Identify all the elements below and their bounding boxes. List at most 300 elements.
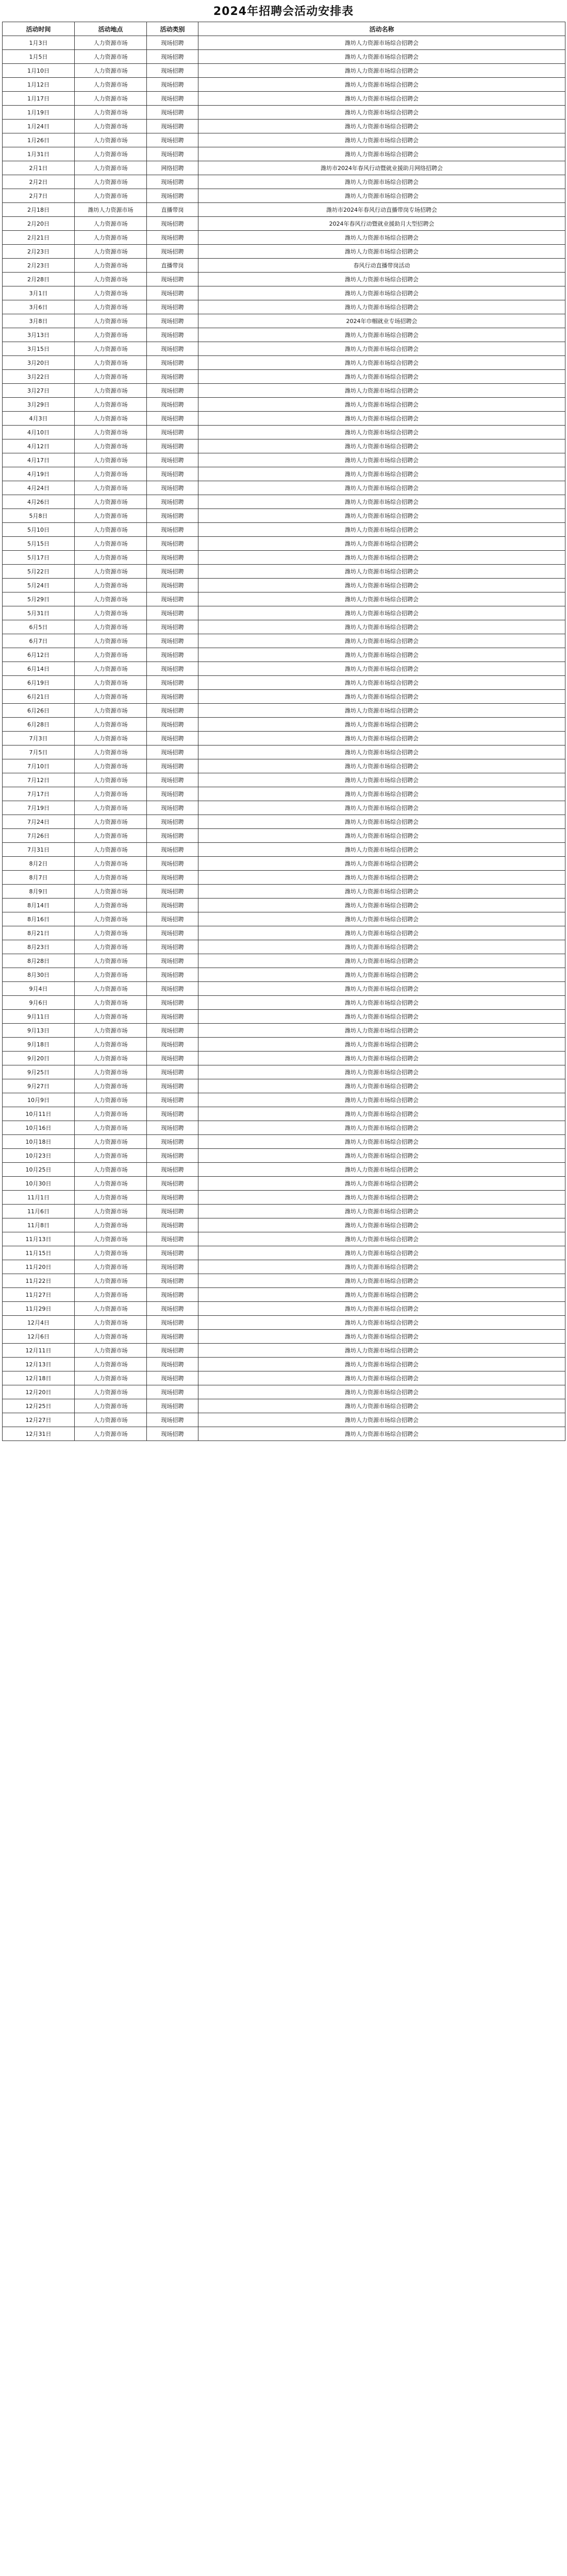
cell-category: 现场招聘 bbox=[147, 982, 198, 996]
cell-time: 10月18日 bbox=[3, 1135, 75, 1149]
cell-name: 潍坊人力资源市场综合招聘会 bbox=[198, 64, 565, 78]
cell-location: 人力资源市场 bbox=[75, 64, 147, 78]
table-row bbox=[3, 982, 565, 996]
cell-location: 人力资源市场 bbox=[75, 412, 147, 426]
table-row bbox=[3, 745, 565, 759]
cell-location: 人力资源市场 bbox=[75, 259, 147, 273]
cell-time: 5月10日 bbox=[3, 523, 75, 537]
cell-category: 现场招聘 bbox=[147, 690, 198, 704]
cell-location: 人力资源市场 bbox=[75, 1274, 147, 1288]
cell-location: 人力资源市场 bbox=[75, 217, 147, 231]
cell-time: 2月21日 bbox=[3, 231, 75, 245]
cell-time: 2月20日 bbox=[3, 217, 75, 231]
cell-category: 现场招聘 bbox=[147, 1121, 198, 1135]
table-row bbox=[3, 300, 565, 314]
table-row bbox=[3, 1024, 565, 1038]
table-header-row bbox=[3, 22, 565, 36]
cell-location: 人力资源市场 bbox=[75, 690, 147, 704]
cell-time: 8月23日 bbox=[3, 940, 75, 954]
cell-name: 潍坊人力资源市场综合招聘会 bbox=[198, 885, 565, 899]
cell-category: 现场招聘 bbox=[147, 189, 198, 203]
table-row bbox=[3, 829, 565, 843]
cell-category: 现场招聘 bbox=[147, 1371, 198, 1385]
table-row bbox=[3, 940, 565, 954]
cell-category: 现场招聘 bbox=[147, 996, 198, 1010]
cell-time: 5月31日 bbox=[3, 606, 75, 620]
cell-name: 潍坊人力资源市场综合招聘会 bbox=[198, 1121, 565, 1135]
cell-category: 现场招聘 bbox=[147, 926, 198, 940]
table-row bbox=[3, 1163, 565, 1177]
table-row bbox=[3, 801, 565, 815]
cell-location: 人力资源市场 bbox=[75, 509, 147, 523]
cell-location: 人力资源市场 bbox=[75, 1371, 147, 1385]
cell-time: 6月5日 bbox=[3, 620, 75, 634]
cell-category: 现场招聘 bbox=[147, 1246, 198, 1260]
cell-category: 现场招聘 bbox=[147, 1218, 198, 1232]
cell-name: 潍坊人力资源市场综合招聘会 bbox=[198, 704, 565, 718]
cell-time: 6月19日 bbox=[3, 676, 75, 690]
cell-name: 潍坊人力资源市场综合招聘会 bbox=[198, 565, 565, 579]
cell-category: 现场招聘 bbox=[147, 1288, 198, 1302]
cell-name: 潍坊人力资源市场综合招聘会 bbox=[198, 36, 565, 50]
cell-name: 潍坊人力资源市场综合招聘会 bbox=[198, 982, 565, 996]
cell-location: 人力资源市场 bbox=[75, 606, 147, 620]
table-row bbox=[3, 467, 565, 481]
cell-name: 潍坊人力资源市场综合招聘会 bbox=[198, 1413, 565, 1427]
cell-category: 现场招聘 bbox=[147, 300, 198, 314]
cell-time: 3月6日 bbox=[3, 300, 75, 314]
table-row bbox=[3, 523, 565, 537]
cell-category: 直播带岗 bbox=[147, 203, 198, 217]
cell-category: 现场招聘 bbox=[147, 92, 198, 106]
table-row bbox=[3, 1218, 565, 1232]
cell-time: 5月22日 bbox=[3, 565, 75, 579]
cell-time: 1月19日 bbox=[3, 106, 75, 120]
cell-time: 11月8日 bbox=[3, 1218, 75, 1232]
cell-time: 7月26日 bbox=[3, 829, 75, 843]
table-row bbox=[3, 773, 565, 787]
cell-name: 潍坊人力资源市场综合招聘会 bbox=[198, 1344, 565, 1358]
cell-time: 4月3日 bbox=[3, 412, 75, 426]
table-row bbox=[3, 1038, 565, 1052]
cell-name: 潍坊人力资源市场综合招聘会 bbox=[198, 384, 565, 398]
cell-category: 现场招聘 bbox=[147, 1358, 198, 1371]
cell-location: 人力资源市场 bbox=[75, 384, 147, 398]
cell-category: 现场招聘 bbox=[147, 1344, 198, 1358]
table-row bbox=[3, 1010, 565, 1024]
table-row bbox=[3, 1205, 565, 1218]
cell-time: 4月26日 bbox=[3, 495, 75, 509]
cell-category: 现场招聘 bbox=[147, 342, 198, 356]
cell-category: 现场招聘 bbox=[147, 1260, 198, 1274]
table-row bbox=[3, 759, 565, 773]
cell-time: 12月20日 bbox=[3, 1385, 75, 1399]
cell-time: 11月29日 bbox=[3, 1302, 75, 1316]
cell-category: 现场招聘 bbox=[147, 370, 198, 384]
table-row bbox=[3, 189, 565, 203]
cell-name: 潍坊市2024年春风行动暨就业援助月网络招聘会 bbox=[198, 161, 565, 175]
table-row bbox=[3, 342, 565, 356]
table-row bbox=[3, 1246, 565, 1260]
cell-category: 现场招聘 bbox=[147, 1413, 198, 1427]
cell-name: 春风行动直播带岗活动 bbox=[198, 259, 565, 273]
table-row bbox=[3, 78, 565, 92]
cell-time: 8月30日 bbox=[3, 968, 75, 982]
cell-name: 潍坊人力资源市场综合招聘会 bbox=[198, 579, 565, 592]
cell-name: 潍坊人力资源市场综合招聘会 bbox=[198, 133, 565, 147]
cell-time: 7月17日 bbox=[3, 787, 75, 801]
cell-time: 6月12日 bbox=[3, 648, 75, 662]
cell-time: 2月1日 bbox=[3, 161, 75, 175]
column-header-time: 活动时间 bbox=[3, 22, 75, 36]
cell-time: 2月23日 bbox=[3, 259, 75, 273]
cell-name: 潍坊市2024年春风行动直播带岗专场招聘会 bbox=[198, 203, 565, 217]
cell-name: 潍坊人力资源市场综合招聘会 bbox=[198, 676, 565, 690]
cell-location: 人力资源市场 bbox=[75, 634, 147, 648]
table-row bbox=[3, 120, 565, 133]
cell-location: 人力资源市场 bbox=[75, 565, 147, 579]
table-row bbox=[3, 133, 565, 147]
cell-name: 潍坊人力资源市场综合招聘会 bbox=[198, 1079, 565, 1093]
table-row bbox=[3, 912, 565, 926]
cell-name: 潍坊人力资源市场综合招聘会 bbox=[198, 78, 565, 92]
cell-name: 潍坊人力资源市场综合招聘会 bbox=[198, 426, 565, 439]
cell-location: 人力资源市场 bbox=[75, 787, 147, 801]
cell-category: 现场招聘 bbox=[147, 1052, 198, 1065]
cell-category: 现场招聘 bbox=[147, 579, 198, 592]
table-row bbox=[3, 926, 565, 940]
cell-location: 人力资源市场 bbox=[75, 1065, 147, 1079]
cell-category: 现场招聘 bbox=[147, 1177, 198, 1191]
table-row bbox=[3, 968, 565, 982]
cell-name: 潍坊人力资源市场综合招聘会 bbox=[198, 120, 565, 133]
cell-name: 潍坊人力资源市场综合招聘会 bbox=[198, 1010, 565, 1024]
cell-name: 潍坊人力资源市场综合招聘会 bbox=[198, 1427, 565, 1441]
cell-time: 4月12日 bbox=[3, 439, 75, 453]
cell-location: 人力资源市场 bbox=[75, 523, 147, 537]
table-row bbox=[3, 1344, 565, 1358]
cell-time: 1月5日 bbox=[3, 50, 75, 64]
table-row bbox=[3, 1413, 565, 1427]
cell-location: 人力资源市场 bbox=[75, 1288, 147, 1302]
cell-time: 7月31日 bbox=[3, 843, 75, 857]
cell-category: 现场招聘 bbox=[147, 871, 198, 885]
table-row bbox=[3, 1065, 565, 1079]
table-row bbox=[3, 161, 565, 175]
table-row bbox=[3, 996, 565, 1010]
cell-category: 现场招聘 bbox=[147, 314, 198, 328]
cell-name: 潍坊人力资源市场综合招聘会 bbox=[198, 1024, 565, 1038]
cell-time: 9月27日 bbox=[3, 1079, 75, 1093]
cell-name: 潍坊人力资源市场综合招聘会 bbox=[198, 592, 565, 606]
cell-category: 现场招聘 bbox=[147, 773, 198, 787]
table-row bbox=[3, 565, 565, 579]
cell-time: 8月16日 bbox=[3, 912, 75, 926]
table-row bbox=[3, 871, 565, 885]
cell-category: 现场招聘 bbox=[147, 565, 198, 579]
cell-time: 8月28日 bbox=[3, 954, 75, 968]
cell-time: 2月28日 bbox=[3, 273, 75, 286]
cell-location: 人力资源市场 bbox=[75, 1163, 147, 1177]
cell-location: 人力资源市场 bbox=[75, 106, 147, 120]
table-row bbox=[3, 676, 565, 690]
cell-category: 现场招聘 bbox=[147, 537, 198, 551]
cell-category: 现场招聘 bbox=[147, 1385, 198, 1399]
cell-time: 6月7日 bbox=[3, 634, 75, 648]
cell-time: 12月11日 bbox=[3, 1344, 75, 1358]
cell-location: 人力资源市场 bbox=[75, 1413, 147, 1427]
cell-name: 潍坊人力资源市场综合招聘会 bbox=[198, 1052, 565, 1065]
table-row bbox=[3, 1316, 565, 1330]
cell-time: 9月20日 bbox=[3, 1052, 75, 1065]
table-row bbox=[3, 1371, 565, 1385]
cell-time: 6月28日 bbox=[3, 718, 75, 732]
cell-name: 潍坊人力资源市场综合招聘会 bbox=[198, 1218, 565, 1232]
cell-location: 人力资源市场 bbox=[75, 1149, 147, 1163]
cell-location: 人力资源市场 bbox=[75, 1427, 147, 1441]
cell-name: 潍坊人力资源市场综合招聘会 bbox=[198, 286, 565, 300]
cell-category: 现场招聘 bbox=[147, 592, 198, 606]
cell-category: 现场招聘 bbox=[147, 1427, 198, 1441]
table-row bbox=[3, 718, 565, 732]
table-row bbox=[3, 899, 565, 912]
cell-category: 现场招聘 bbox=[147, 1024, 198, 1038]
cell-category: 现场招聘 bbox=[147, 106, 198, 120]
cell-name: 潍坊人力资源市场综合招聘会 bbox=[198, 857, 565, 871]
cell-category: 现场招聘 bbox=[147, 356, 198, 370]
cell-time: 12月25日 bbox=[3, 1399, 75, 1413]
cell-category: 现场招聘 bbox=[147, 815, 198, 829]
cell-name: 潍坊人力资源市场综合招聘会 bbox=[198, 551, 565, 565]
cell-name: 潍坊人力资源市场综合招聘会 bbox=[198, 801, 565, 815]
cell-location: 人力资源市场 bbox=[75, 120, 147, 133]
cell-location: 人力资源市场 bbox=[75, 1358, 147, 1371]
table-row bbox=[3, 203, 565, 217]
table-row bbox=[3, 259, 565, 273]
cell-category: 现场招聘 bbox=[147, 732, 198, 745]
cell-location: 人力资源市场 bbox=[75, 592, 147, 606]
cell-category: 现场招聘 bbox=[147, 1232, 198, 1246]
cell-time: 1月12日 bbox=[3, 78, 75, 92]
cell-name: 潍坊人力资源市场综合招聘会 bbox=[198, 996, 565, 1010]
cell-name: 潍坊人力资源市场综合招聘会 bbox=[198, 871, 565, 885]
cell-time: 10月30日 bbox=[3, 1177, 75, 1191]
cell-location: 人力资源市场 bbox=[75, 78, 147, 92]
cell-category: 现场招聘 bbox=[147, 64, 198, 78]
cell-category: 现场招聘 bbox=[147, 801, 198, 815]
cell-name: 潍坊人力资源市场综合招聘会 bbox=[198, 1093, 565, 1107]
cell-name: 潍坊人力资源市场综合招聘会 bbox=[198, 495, 565, 509]
cell-time: 10月11日 bbox=[3, 1107, 75, 1121]
cell-category: 现场招聘 bbox=[147, 1302, 198, 1316]
table-row bbox=[3, 537, 565, 551]
cell-name: 潍坊人力资源市场综合招聘会 bbox=[198, 467, 565, 481]
table-body bbox=[3, 36, 565, 1441]
page-title: 2024年招聘会活动安排表 bbox=[213, 5, 354, 18]
cell-time: 1月26日 bbox=[3, 133, 75, 147]
table-row bbox=[3, 620, 565, 634]
cell-time: 9月25日 bbox=[3, 1065, 75, 1079]
cell-name: 潍坊人力资源市场综合招聘会 bbox=[198, 1288, 565, 1302]
cell-name: 2024年春风行动暨就业援助月大型招聘会 bbox=[198, 217, 565, 231]
cell-category: 现场招聘 bbox=[147, 676, 198, 690]
table-row bbox=[3, 426, 565, 439]
cell-location: 人力资源市场 bbox=[75, 718, 147, 732]
cell-category: 现场招聘 bbox=[147, 759, 198, 773]
cell-category: 现场招聘 bbox=[147, 1274, 198, 1288]
cell-time: 4月10日 bbox=[3, 426, 75, 439]
cell-time: 12月31日 bbox=[3, 1427, 75, 1441]
cell-location: 人力资源市场 bbox=[75, 801, 147, 815]
table-row bbox=[3, 1385, 565, 1399]
cell-location: 人力资源市场 bbox=[75, 843, 147, 857]
cell-location: 人力资源市场 bbox=[75, 1177, 147, 1191]
cell-location: 人力资源市场 bbox=[75, 1344, 147, 1358]
cell-category: 现场招聘 bbox=[147, 147, 198, 161]
table-row bbox=[3, 1274, 565, 1288]
cell-name: 潍坊人力资源市场综合招聘会 bbox=[198, 620, 565, 634]
table-row bbox=[3, 662, 565, 676]
cell-name: 潍坊人力资源市场综合招聘会 bbox=[198, 92, 565, 106]
cell-location: 人力资源市场 bbox=[75, 579, 147, 592]
table-row bbox=[3, 245, 565, 259]
cell-name: 潍坊人力资源市场综合招聘会 bbox=[198, 1205, 565, 1218]
cell-time: 9月11日 bbox=[3, 1010, 75, 1024]
cell-location: 人力资源市场 bbox=[75, 467, 147, 481]
cell-name: 潍坊人力资源市场综合招聘会 bbox=[198, 1274, 565, 1288]
cell-time: 3月22日 bbox=[3, 370, 75, 384]
cell-name: 潍坊人力资源市场综合招聘会 bbox=[198, 245, 565, 259]
cell-category: 现场招聘 bbox=[147, 912, 198, 926]
cell-time: 7月10日 bbox=[3, 759, 75, 773]
cell-category: 现场招聘 bbox=[147, 120, 198, 133]
table-row bbox=[3, 1232, 565, 1246]
cell-location: 人力资源市场 bbox=[75, 273, 147, 286]
cell-name: 潍坊人力资源市场综合招聘会 bbox=[198, 1065, 565, 1079]
cell-category: 现场招聘 bbox=[147, 1149, 198, 1163]
cell-time: 3月29日 bbox=[3, 398, 75, 412]
cell-location: 人力资源市场 bbox=[75, 620, 147, 634]
table-row bbox=[3, 314, 565, 328]
cell-name: 潍坊人力资源市场综合招聘会 bbox=[198, 273, 565, 286]
cell-location: 人力资源市场 bbox=[75, 189, 147, 203]
cell-time: 9月6日 bbox=[3, 996, 75, 1010]
cell-time: 12月18日 bbox=[3, 1371, 75, 1385]
cell-time: 3月20日 bbox=[3, 356, 75, 370]
cell-category: 现场招聘 bbox=[147, 286, 198, 300]
cell-name: 潍坊人力资源市场综合招聘会 bbox=[198, 648, 565, 662]
table-row bbox=[3, 592, 565, 606]
cell-location: 人力资源市场 bbox=[75, 245, 147, 259]
cell-time: 7月19日 bbox=[3, 801, 75, 815]
cell-time: 8月2日 bbox=[3, 857, 75, 871]
cell-category: 现场招聘 bbox=[147, 968, 198, 982]
cell-location: 人力资源市场 bbox=[75, 481, 147, 495]
table-row bbox=[3, 648, 565, 662]
cell-location: 人力资源市场 bbox=[75, 1316, 147, 1330]
cell-name: 潍坊人力资源市场综合招聘会 bbox=[198, 968, 565, 982]
cell-time: 6月14日 bbox=[3, 662, 75, 676]
cell-category: 现场招聘 bbox=[147, 78, 198, 92]
cell-name: 潍坊人力资源市场综合招聘会 bbox=[198, 1330, 565, 1344]
table-row bbox=[3, 106, 565, 120]
cell-name: 潍坊人力资源市场综合招聘会 bbox=[198, 509, 565, 523]
cell-category: 现场招聘 bbox=[147, 843, 198, 857]
cell-location: 人力资源市场 bbox=[75, 1330, 147, 1344]
cell-category: 现场招聘 bbox=[147, 1399, 198, 1413]
table-row bbox=[3, 551, 565, 565]
cell-location: 人力资源市场 bbox=[75, 815, 147, 829]
cell-category: 现场招聘 bbox=[147, 495, 198, 509]
cell-category: 现场招聘 bbox=[147, 1330, 198, 1344]
cell-location: 人力资源市场 bbox=[75, 175, 147, 189]
cell-name: 潍坊人力资源市场综合招聘会 bbox=[198, 718, 565, 732]
cell-category: 现场招聘 bbox=[147, 509, 198, 523]
cell-name: 潍坊人力资源市场综合招聘会 bbox=[198, 899, 565, 912]
cell-time: 12月13日 bbox=[3, 1358, 75, 1371]
cell-time: 12月6日 bbox=[3, 1330, 75, 1344]
table-row bbox=[3, 843, 565, 857]
cell-location: 人力资源市场 bbox=[75, 968, 147, 982]
cell-category: 现场招聘 bbox=[147, 1163, 198, 1177]
table-row bbox=[3, 286, 565, 300]
cell-time: 4月24日 bbox=[3, 481, 75, 495]
cell-category: 现场招聘 bbox=[147, 899, 198, 912]
cell-time: 11月15日 bbox=[3, 1246, 75, 1260]
cell-category: 现场招聘 bbox=[147, 787, 198, 801]
cell-category: 现场招聘 bbox=[147, 523, 198, 537]
cell-name: 潍坊人力资源市场综合招聘会 bbox=[198, 1191, 565, 1205]
cell-name: 潍坊人力资源市场综合招聘会 bbox=[198, 50, 565, 64]
cell-name: 潍坊人力资源市场综合招聘会 bbox=[198, 815, 565, 829]
table-row bbox=[3, 885, 565, 899]
cell-location: 人力资源市场 bbox=[75, 1191, 147, 1205]
table-row bbox=[3, 1399, 565, 1413]
cell-category: 现场招聘 bbox=[147, 620, 198, 634]
cell-category: 现场招聘 bbox=[147, 1093, 198, 1107]
cell-time: 7月3日 bbox=[3, 732, 75, 745]
cell-time: 4月17日 bbox=[3, 453, 75, 467]
cell-time: 5月24日 bbox=[3, 579, 75, 592]
cell-name: 潍坊人力资源市场综合招聘会 bbox=[198, 634, 565, 648]
cell-name: 潍坊人力资源市场综合招聘会 bbox=[198, 523, 565, 537]
cell-name: 潍坊人力资源市场综合招聘会 bbox=[198, 342, 565, 356]
cell-category: 现场招聘 bbox=[147, 175, 198, 189]
cell-location: 人力资源市场 bbox=[75, 996, 147, 1010]
table-row bbox=[3, 1260, 565, 1274]
cell-location: 人力资源市场 bbox=[75, 1302, 147, 1316]
cell-name: 潍坊人力资源市场综合招聘会 bbox=[198, 1358, 565, 1371]
cell-location: 人力资源市场 bbox=[75, 1010, 147, 1024]
table-row bbox=[3, 606, 565, 620]
cell-location: 人力资源市场 bbox=[75, 982, 147, 996]
table-row bbox=[3, 579, 565, 592]
cell-location: 人力资源市场 bbox=[75, 1024, 147, 1038]
cell-time: 12月27日 bbox=[3, 1413, 75, 1427]
cell-category: 现场招聘 bbox=[147, 439, 198, 453]
cell-location: 人力资源市场 bbox=[75, 495, 147, 509]
cell-name: 潍坊人力资源市场综合招聘会 bbox=[198, 1232, 565, 1246]
cell-name: 潍坊人力资源市场综合招聘会 bbox=[198, 1260, 565, 1274]
cell-time: 11月20日 bbox=[3, 1260, 75, 1274]
cell-time: 12月4日 bbox=[3, 1316, 75, 1330]
cell-location: 人力资源市场 bbox=[75, 1052, 147, 1065]
cell-time: 10月9日 bbox=[3, 1093, 75, 1107]
cell-category: 现场招聘 bbox=[147, 1316, 198, 1330]
cell-time: 7月5日 bbox=[3, 745, 75, 759]
cell-location: 人力资源市场 bbox=[75, 50, 147, 64]
cell-name: 潍坊人力资源市场综合招聘会 bbox=[198, 773, 565, 787]
